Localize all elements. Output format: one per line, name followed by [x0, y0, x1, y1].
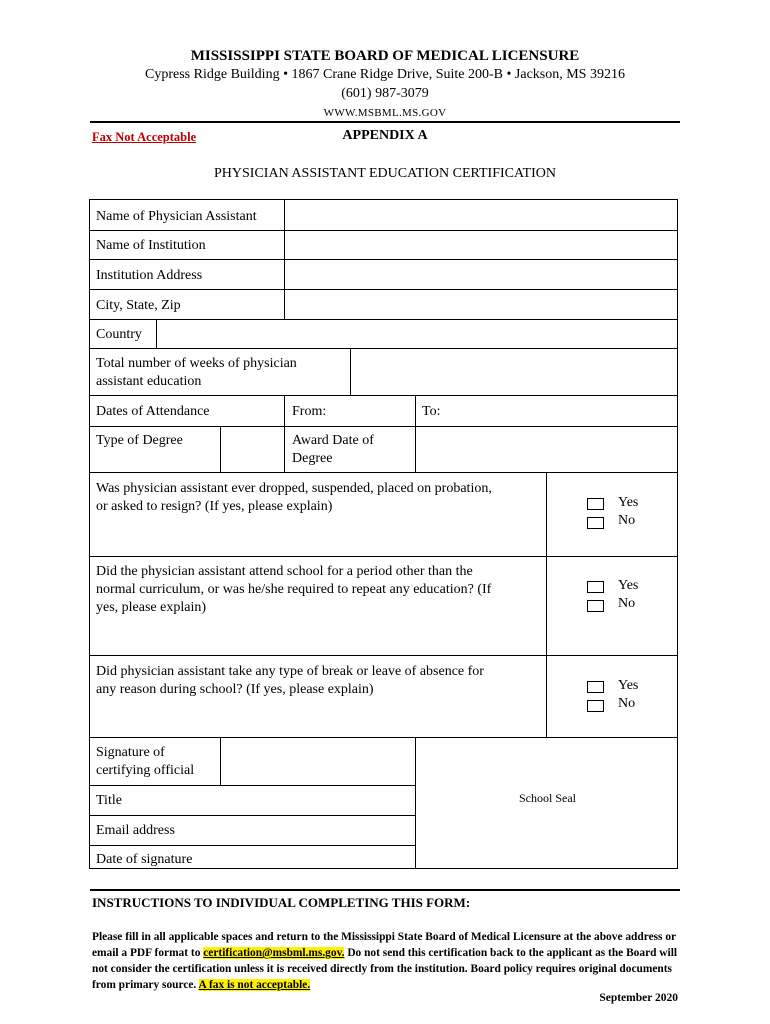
date-signature-label: Date of signature [96, 852, 193, 867]
country-label: Country [96, 327, 142, 342]
question-2-yes-label: Yes [618, 578, 639, 593]
institution-name-label: Name of Institution [96, 238, 206, 253]
row-divider [90, 472, 677, 473]
col-divider [546, 472, 547, 737]
school-seal-label: School Seal [519, 791, 576, 805]
row-divider [90, 785, 415, 786]
title-label: Title [96, 793, 122, 808]
question-3-yes-checkbox[interactable] [587, 681, 604, 693]
question-2-no-label: No [618, 596, 636, 611]
question-2-no-checkbox[interactable] [587, 600, 604, 612]
question-3-no-checkbox[interactable] [587, 700, 604, 712]
institution-address-input[interactable] [285, 260, 677, 289]
institution-name-input[interactable] [285, 231, 677, 259]
col-divider [415, 737, 416, 868]
board-phone: (601) 987-3079 [341, 86, 429, 101]
question-2-yes-checkbox[interactable] [587, 581, 604, 593]
question-1-line2: or asked to resign? (If yes, please explain) [96, 499, 333, 514]
to-label: To: [422, 404, 441, 419]
question-2-line2: normal curriculum, or was he/she required to repeat any education? (If [96, 582, 492, 597]
question-1-no-label: No [618, 513, 636, 528]
fax-not-acceptable-notice: Fax Not Acceptable [92, 130, 197, 144]
board-title: MISSISSIPPI STATE BOARD OF MEDICAL LICENSURE [190, 48, 580, 64]
weeks-label-line1: Total number of weeks of physician [96, 356, 297, 371]
email-label: Email address [96, 823, 175, 838]
physician-assistant-name-input[interactable] [285, 200, 677, 230]
col-divider [284, 395, 285, 472]
board-address: Cypress Ridge Building • 1867 Crane Ridge Drive, Suite 200-B • Jackson, MS 39216 [145, 67, 625, 82]
fax-not-acceptable-highlight: A fax is not acceptable. [198, 979, 311, 991]
award-date-label-line2: Degree [292, 451, 333, 466]
weeks-label-line2: assistant education [96, 374, 202, 389]
city-state-zip-input[interactable] [285, 290, 677, 319]
instructions-heading: INSTRUCTIONS TO INDIVIDUAL COMPLETING THIS FORM: [92, 895, 471, 910]
type-degree-label: Type of Degree [96, 433, 183, 448]
row-divider [90, 815, 415, 816]
board-website[interactable]: WWW.MSBML.MS.GOV [323, 107, 447, 119]
row-divider [90, 845, 415, 846]
instructions-text-part-b: Do not send this certification back to the applicant as the Board will not consider the certification unless it is received directly from the institution. Board policy requires original documents from primary source. [92, 947, 678, 991]
city-state-zip-label: City, State, Zip [96, 298, 181, 313]
question-3-line1: Did physician assistant take any type of break or leave of absence for [96, 664, 484, 679]
dates-attendance-label: Dates of Attendance [96, 404, 210, 419]
instructions-rule [90, 889, 680, 891]
question-1-line1: Was physician assistant ever dropped, suspended, placed on probation, [96, 481, 492, 496]
question-1-no-checkbox[interactable] [587, 517, 604, 529]
instructions-text [92, 929, 692, 993]
col-divider [220, 426, 221, 472]
question-2-line3: yes, please explain) [96, 600, 207, 615]
header-rule [90, 121, 680, 123]
from-label: From: [292, 404, 327, 419]
question-2-line1: Did the physician assistant attend school for a period other than the [96, 564, 473, 579]
award-date-label-line1: Award Date of [292, 433, 374, 448]
question-3-no-label: No [618, 696, 636, 711]
form-title: PHYSICIAN ASSISTANT EDUCATION CERTIFICATION [214, 166, 556, 181]
question-3-yes-label: Yes [618, 678, 639, 693]
col-divider [415, 395, 416, 472]
signature-input[interactable] [221, 738, 415, 785]
certification-email-link[interactable]: certification@msbml.ms.gov. [203, 947, 345, 959]
row-divider [90, 655, 677, 656]
weeks-education-input[interactable] [351, 349, 677, 395]
revision-date: September 2020 [599, 992, 678, 1004]
country-input[interactable] [157, 320, 677, 348]
question-1-yes-checkbox[interactable] [587, 498, 604, 510]
question-1-yes-label: Yes [618, 495, 639, 510]
signature-label-line2: certifying official [96, 763, 195, 778]
name-pa-label: Name of Physician Assistant [96, 209, 257, 224]
row-divider [90, 395, 677, 396]
institution-address-label: Institution Address [96, 268, 203, 283]
row-divider [90, 426, 677, 427]
row-divider [90, 556, 677, 557]
instructions-text-part-a: Please fill in all applicable spaces and return to the Mississippi State Board of Medical Licensure at the above address or email a PDF format to [92, 931, 676, 959]
appendix-label: APPENDIX A [342, 128, 428, 143]
signature-label-line1: Signature of [96, 745, 165, 760]
question-3-line2: any reason during school? (If yes, please explain) [96, 682, 374, 697]
